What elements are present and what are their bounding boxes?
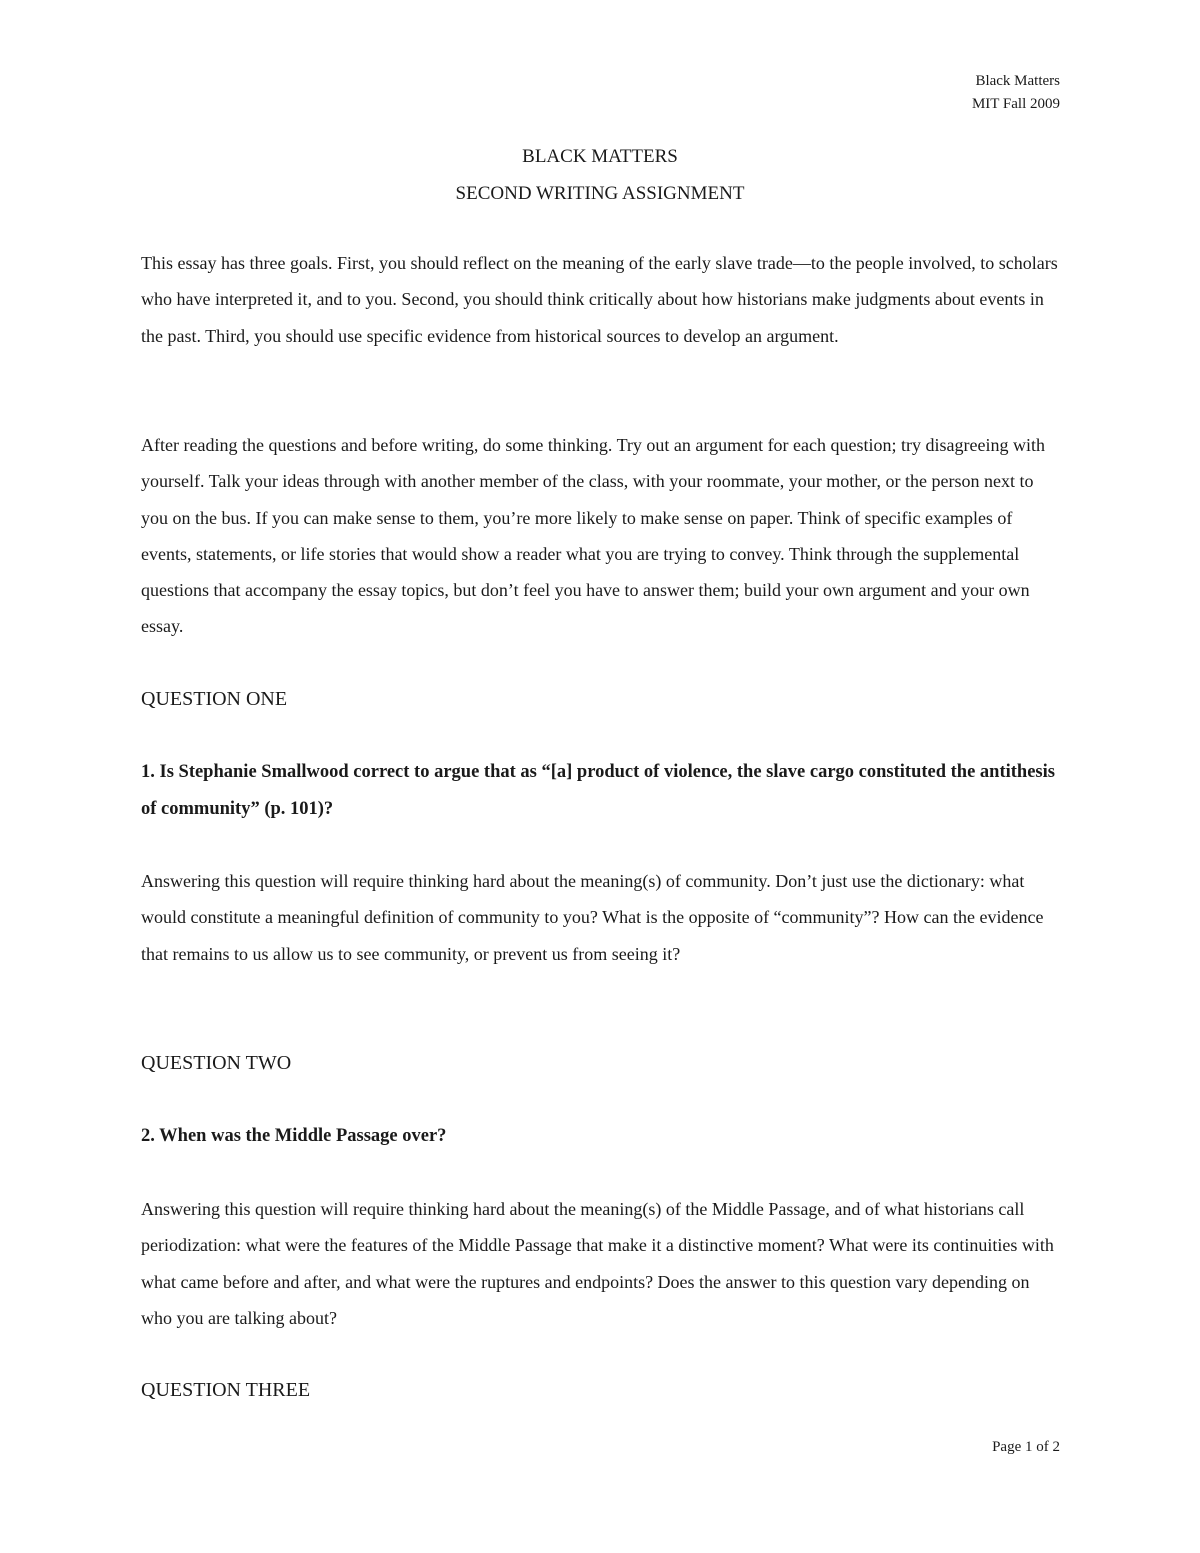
- question-two-guidance: Answering this question will require thinking hard about the meaning(s) of the Middle Passage, and of what historians call periodization: what were the features of the Middle Passage that make it a distinctive moment? What were its continuities with what came before and after, and what were the ruptures and endpoints? Does the answer to this question vary depending on who you are talking about?: [141, 1199, 1054, 1328]
- heading-question-three: QUESTION THREE: [141, 1379, 311, 1401]
- document-title: [0, 138, 1200, 212]
- question-one-guidance: Answering this question will require thinking hard about the meaning(s) of community. Don’t just use the dictionary: what would constitute a meaningful definition of community to you? What is the opposite of “community”? How can the evidence that remains to us allow us to see community, or prevent us from seeing it?: [141, 871, 1044, 964]
- header-course-title: Black Matters: [975, 73, 1060, 89]
- page-number: Page 1 of 2: [992, 1439, 1060, 1455]
- intro-paragraph-goals: This essay has three goals. First, you should reflect on the meaning of the early slave trade—to the people involved, to scholars who have interpreted it, and to you. Second, you should think critically about how historians make judgments about events in the past. Third, you should use specific evidence from historical sources to develop an argument.: [141, 253, 1058, 346]
- question-two-prompt: 2. When was the Middle Passage over?: [141, 1126, 447, 1146]
- question-one-prompt: 1. Is Stephanie Smallwood correct to argue that as “[a] product of violence, the slave cargo constituted the antithesis of community” (p. 101)?: [141, 762, 1055, 819]
- heading-question-one: QUESTION ONE: [141, 688, 288, 710]
- header-term: MIT Fall 2009: [971, 96, 1060, 112]
- running-header: [972, 70, 1060, 116]
- title-course: BLACK MATTERS: [522, 146, 678, 167]
- title-assignment: SECOND WRITING ASSIGNMENT: [455, 183, 745, 204]
- heading-question-two: QUESTION TWO: [141, 1052, 292, 1074]
- intro-paragraph-advice: After reading the questions and before writing, do some thinking. Try out an argument for each question; try disagreeing with yourself. Talk your ideas through with another member of the class, with your roommate, your mother, or the person next to you on the bus. If you can make sense to them, you’re more likely to make sense on paper. Think of specific examples of events, statements, or life stories that would show a reader what you are trying to convey. Think through the supplemental questions that accompany the essay topics, but don’t feel you have to answer them; build your own argument and your own essay.: [141, 435, 1045, 637]
